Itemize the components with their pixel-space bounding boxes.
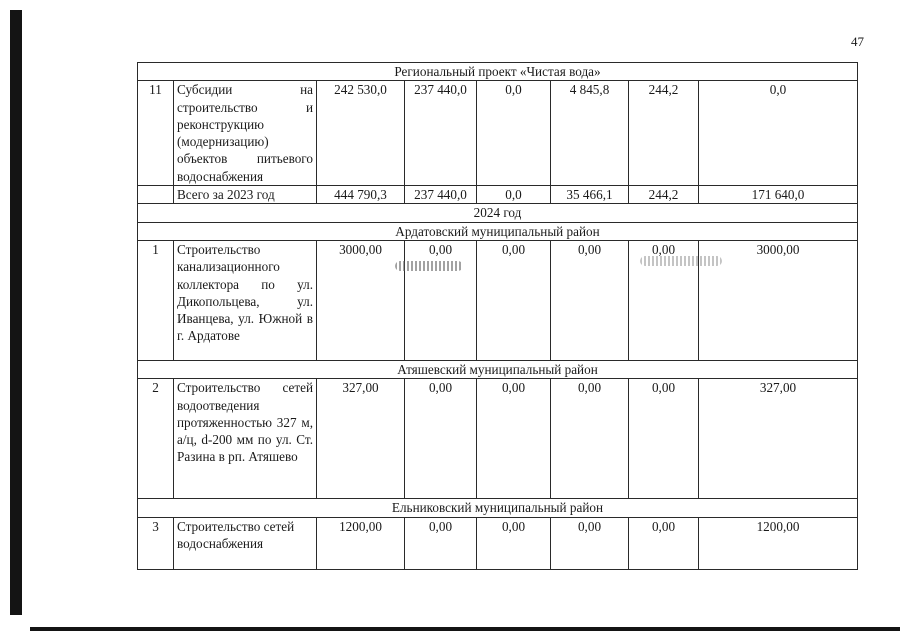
empty-cell	[138, 186, 174, 204]
value-cell: 237 440,0	[405, 81, 477, 186]
section-row	[138, 222, 858, 240]
budget-table	[137, 62, 858, 570]
row-description: Строительство канализационного коллектора по ул. Дикопольцева, ул. Иванцева, ул. Южной в г. Ардатове	[174, 240, 317, 360]
value-cell: 1200,00	[317, 517, 405, 569]
page-number: 47	[851, 34, 864, 49]
scan-edge-bottom	[30, 627, 900, 631]
section-title: Атяшевский муниципальный район	[138, 360, 858, 378]
value-cell: 0,0	[477, 186, 551, 204]
value-cell: 0,00	[629, 240, 699, 360]
value-cell: 35 466,1	[551, 186, 629, 204]
row-description: Строительство сетей водоснабжения	[174, 517, 317, 569]
value-cell: 244,2	[629, 81, 699, 186]
row-number: 11	[138, 81, 174, 186]
value-cell: 0,00	[405, 240, 477, 360]
row-number: 1	[138, 240, 174, 360]
section-row	[138, 204, 858, 222]
value-cell: 171 640,0	[699, 186, 858, 204]
value-cell: 0,00	[405, 517, 477, 569]
value-cell: 3000,00	[317, 240, 405, 360]
value-cell: 242 530,0	[317, 81, 405, 186]
value-cell: 0,00	[551, 517, 629, 569]
total-label: Всего за 2023 год	[174, 186, 317, 204]
scan-edge-left	[10, 10, 22, 615]
year-title: 2024 год	[138, 204, 858, 222]
value-cell: 237 440,0	[405, 186, 477, 204]
value-cell: 0,00	[477, 517, 551, 569]
value-cell: 0,00	[551, 240, 629, 360]
value-cell: 0,00	[405, 379, 477, 499]
value-cell: 4 845,8	[551, 81, 629, 186]
section-row	[138, 360, 858, 378]
row-description: Строительство сетей водоотведения протяженностью 327 м, а/ц, d-200 мм по ул. Ст. Разина в рп. Атяшево	[174, 379, 317, 499]
value-cell: 0,00	[551, 379, 629, 499]
scan-smudge	[395, 261, 463, 271]
table-row	[138, 379, 858, 499]
section-title: Ельниковский муниципальный район	[138, 499, 858, 517]
table-row	[138, 81, 858, 186]
section-row	[138, 63, 858, 81]
scan-smudge	[640, 256, 722, 266]
row-description: Субсидии на строительство и реконструкцию (модернизацию) объектов питьевого водоснабжения	[174, 81, 317, 186]
value-cell: 0,00	[477, 240, 551, 360]
value-cell: 0,00	[629, 379, 699, 499]
table-row	[138, 240, 858, 360]
value-cell: 1200,00	[699, 517, 858, 569]
row-number: 3	[138, 517, 174, 569]
table-row	[138, 517, 858, 569]
section-title: Региональный проект «Чистая вода»	[138, 63, 858, 81]
section-title: Ардатовский муниципальный район	[138, 222, 858, 240]
section-row	[138, 499, 858, 517]
value-cell: 0,0	[699, 81, 858, 186]
value-cell: 244,2	[629, 186, 699, 204]
total-row	[138, 186, 858, 204]
row-number: 2	[138, 379, 174, 499]
value-cell: 327,00	[699, 379, 858, 499]
value-cell: 0,0	[477, 81, 551, 186]
value-cell: 0,00	[629, 517, 699, 569]
value-cell: 0,00	[477, 379, 551, 499]
value-cell: 327,00	[317, 379, 405, 499]
value-cell: 444 790,3	[317, 186, 405, 204]
value-cell: 3000,00	[699, 240, 858, 360]
